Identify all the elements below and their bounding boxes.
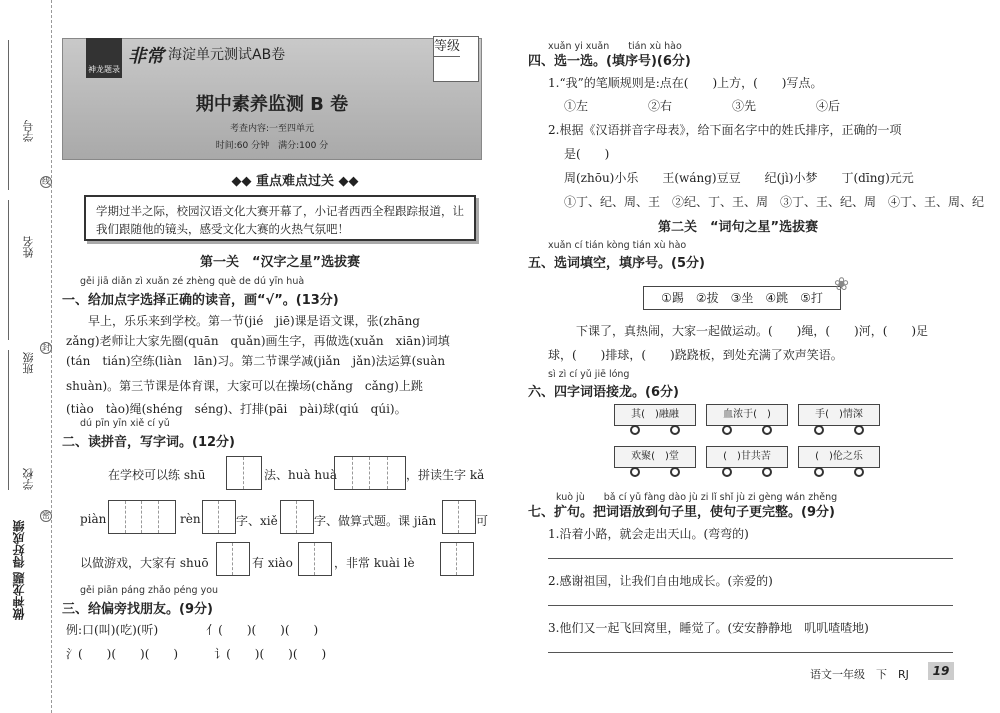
q4-names: 周(zhōu)小乐 王(wáng)豆豆 纪(jì)小梦 丁(dīng)元元 xyxy=(564,171,914,185)
q2-title: 二、读拼音，写字词。(12分) xyxy=(62,435,235,450)
section-banner xyxy=(200,170,390,189)
q7-item: 2.感谢祖国，让我们自由地成长。(亲爱的) xyxy=(548,574,773,588)
margin-label-class: 班级 xyxy=(22,352,35,374)
q5-word-box: ①踢 ②拔 ③坐 ④跳 ⑤打 xyxy=(643,286,841,310)
answer-line[interactable] xyxy=(548,605,953,606)
wheel-icon xyxy=(670,425,680,435)
diamond-icon: ◆◆ xyxy=(338,174,359,189)
wheel-icon xyxy=(814,425,824,435)
wheel-icon xyxy=(762,425,772,435)
wheel-icon xyxy=(814,467,824,477)
q1-line: (tán tián)空练(liàn lān)习。第二节课学减(jiǎn jǎn)法运算(suàn xyxy=(66,354,446,368)
grade-box xyxy=(433,36,479,82)
q5-text: 球，( )排球，( )跷跷板，到处充满了欢声笑语。 xyxy=(548,348,843,362)
q2-text: rèn xyxy=(180,512,201,526)
q2-text: 在学校可以练 shū xyxy=(108,468,206,482)
q1-line: (tiào tào)绳(shéng séng)、打排(pāi pài)球(qiú qúi)。 xyxy=(66,402,407,416)
q6-pinyin: sì zì cí yǔ jiē lóng xyxy=(548,369,630,380)
train-car[interactable]: 欢聚( )堂 xyxy=(614,446,696,468)
exam-scope: 考查内容:一至四单元 xyxy=(229,124,315,134)
q7-title: 七、扩句。把词语放到句子里，使句子更完整。(9分) xyxy=(528,505,835,520)
margin-line xyxy=(8,200,9,340)
q7-item: 3.他们又一起飞回窝里，睡觉了。(安安静静地 叽叽喳喳地) xyxy=(548,621,869,635)
margin-slogan: 做神龙题 得好成绩 xyxy=(12,520,26,621)
train-car[interactable]: ( )甘共苦 xyxy=(706,446,788,468)
q5-pinyin: xuǎn cí tián kòng tián xù hào xyxy=(548,240,687,251)
q4-title: 四、选一选。(填序号)(6分) xyxy=(528,54,691,69)
q2-text: 法、huà huà xyxy=(264,468,338,482)
intro-box: 学期过半之际，校园汉语文化大赛开幕了，小记者西西全程跟踪报道，让我们跟随他的镜头，感受文化大赛的火热气氛吧！ xyxy=(84,195,476,241)
margin-dot: 密 xyxy=(42,511,50,520)
margin-dot: 封 xyxy=(42,343,50,352)
margin-label-school: 学校 xyxy=(22,468,35,490)
wheel-icon xyxy=(722,425,732,435)
wheel-icon xyxy=(722,467,732,477)
exam-time-score xyxy=(62,138,482,151)
q3-row: 例:口(叫)(吃)(听) 亻( )( )( ) xyxy=(66,623,319,637)
writing-grid[interactable] xyxy=(202,500,236,534)
q1-line: 早上，乐乐来到学校。第一节(jié jiē)课是语文课，张(zhāng xyxy=(88,314,420,328)
margin-label-name: 姓名 xyxy=(22,236,35,258)
q4-options: ①左 ②右 ③先 ④后 xyxy=(564,99,841,113)
butterfly-icon: ❀ xyxy=(834,274,850,295)
q4-options: ①丁、纪、周、王 ②纪、丁、王、周 ③丁、王、纪、周 ④丁、王、周、纪 xyxy=(564,195,985,209)
grade-label: 等级 xyxy=(434,37,460,57)
q2-text: piàn xyxy=(80,512,107,526)
writing-grid[interactable] xyxy=(226,456,262,490)
wheel-icon xyxy=(762,467,772,477)
q4-item: 2.根据《汉语拼音字母表》，给下面名字中的姓氏排序，正确的一项 xyxy=(548,123,902,137)
wheel-icon xyxy=(854,425,864,435)
q2-text: 字、做算式题。课 jiān xyxy=(314,514,437,528)
exam-score: 满分:100 分 xyxy=(278,141,329,151)
answer-line[interactable] xyxy=(548,652,953,653)
wheel-icon xyxy=(854,467,864,477)
train-car[interactable]: 其( )融融 xyxy=(614,404,696,426)
train-car[interactable]: 手( )情深 xyxy=(798,404,880,426)
publisher-logo: 神龙题录 xyxy=(86,38,122,78)
page-number: 19 xyxy=(928,662,954,680)
margin-dot: 线 xyxy=(42,177,50,186)
writing-grid[interactable] xyxy=(334,456,406,490)
margin-line xyxy=(8,350,9,490)
q1-pinyin: gěi jiā diǎn zì xuǎn zé zhèng què de dú yīn huà xyxy=(80,276,305,287)
margin-label-id: 学号 xyxy=(22,120,35,142)
writing-grid[interactable] xyxy=(442,500,476,534)
binding-margin xyxy=(0,0,52,713)
q3-row: 氵( )( )( ) 讠( )( )( ) xyxy=(66,647,327,661)
q2-text: 可 xyxy=(476,514,489,528)
margin-line xyxy=(8,40,9,190)
q2-text: ，拼读生字 kǎ xyxy=(406,468,485,482)
q7-item: 1.沿着小路，就会走出天山。(弯弯的) xyxy=(548,527,749,541)
round2-title: 第二关 “词句之星”选拔赛 xyxy=(658,220,819,235)
series-name: 海淀单元测试AB卷 xyxy=(168,47,286,63)
q2-text: 有 xiào xyxy=(252,556,293,570)
train-car[interactable]: ( )伦之乐 xyxy=(798,446,880,468)
brand-name: 非常 xyxy=(128,46,164,67)
writing-grid[interactable] xyxy=(216,542,250,576)
wheel-icon xyxy=(670,467,680,477)
writing-grid[interactable] xyxy=(108,500,176,534)
q5-title: 五、选词填空，填序号。(5分) xyxy=(528,256,705,271)
answer-line[interactable] xyxy=(548,558,953,559)
q5-text: 下课了，真热闹，大家一起做运动。( )绳，( )河，( )足 xyxy=(576,324,929,338)
q4-item: 是( ) xyxy=(564,147,610,161)
wheel-icon xyxy=(630,467,640,477)
q2-pinyin: dú pīn yīn xiě cí yǔ xyxy=(80,418,170,429)
q2-text: 以做游戏，大家有 shuō xyxy=(80,556,209,570)
writing-grid[interactable] xyxy=(280,500,314,534)
diamond-icon: ◆◆ xyxy=(231,174,252,189)
q6-title: 六、四字词语接龙。(6分) xyxy=(528,385,679,400)
writing-grid[interactable] xyxy=(298,542,332,576)
q1-title: 一、给加点字选择正确的读音，画“√”。(13分) xyxy=(62,293,339,308)
q7-pinyin: kuò jù bǎ cí yǔ fàng dào jù zi lǐ shǐ jù zi gèng wán zhěng xyxy=(556,492,838,503)
exam-time: 时间:60 分钟 xyxy=(215,141,270,151)
q3-pinyin: gěi piān páng zhǎo péng you xyxy=(80,585,219,596)
q2-text: ，非常 kuài lè xyxy=(334,556,415,570)
exam-title: 期中素养监测 B 卷 xyxy=(195,94,349,115)
round1-title: 第一关 “汉字之星”选拔赛 xyxy=(200,255,361,270)
q1-line: zǎng)老师让大家先圈(quān quǎn)画生字，再做选(xuǎn xiān)词填 xyxy=(66,334,450,348)
train-car[interactable]: 血浓于( ) xyxy=(706,404,788,426)
q2-text: 字、xiě xyxy=(236,514,278,528)
q1-line: shuàn)。第三节课是体育课，大家可以在操场(chǎng cǎng)上跳 xyxy=(66,379,423,393)
q3-title: 三、给偏旁找朋友。(9分) xyxy=(62,602,213,617)
q4-pinyin: xuǎn yi xuǎn tián xù hào xyxy=(548,41,682,52)
section-banner-text: 重点难点过关 xyxy=(255,174,334,189)
wheel-icon xyxy=(630,425,640,435)
footer-label: 语文一年级 下 RJ xyxy=(810,668,909,681)
writing-grid[interactable] xyxy=(440,542,474,576)
q4-item: 1.“我”的笔顺规则是:点在( )上方，( )写点。 xyxy=(548,76,823,90)
